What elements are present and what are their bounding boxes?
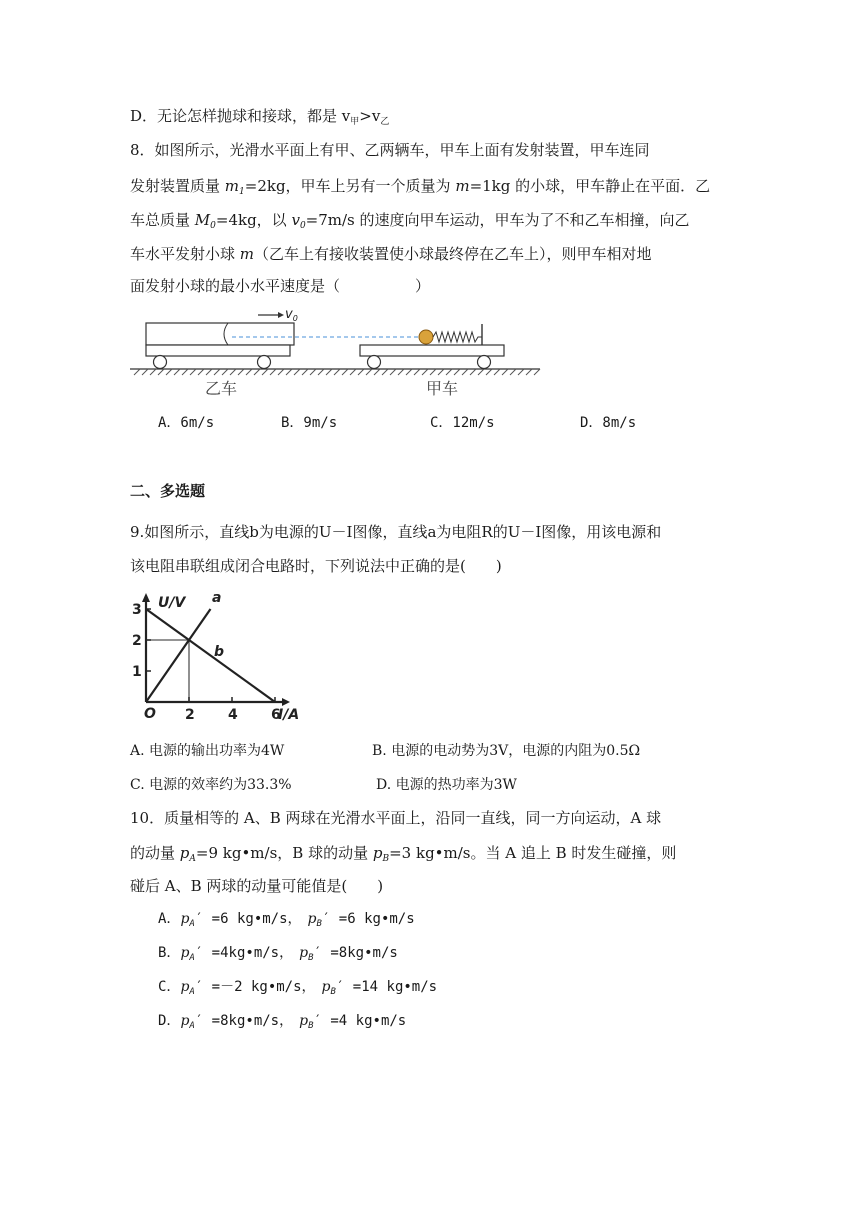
x-tick-label: 4 bbox=[228, 707, 238, 723]
cart-jia-label: 甲车 bbox=[426, 379, 459, 398]
q10-option-part: p bbox=[180, 911, 190, 927]
v0-label: $v_0$ bbox=[285, 307, 298, 323]
q10-option-part: ′ =14 kg•m/s bbox=[335, 979, 438, 995]
q10-pA-sub: A bbox=[189, 854, 196, 864]
q8-m1: m bbox=[224, 177, 240, 195]
q8-text: 车水平发射小球 bbox=[130, 245, 240, 263]
q8-text: =7m/s 的速度向甲车运动，甲车为了不和乙车相撞，向乙 bbox=[305, 211, 690, 229]
q10-option-part: B bbox=[316, 919, 322, 929]
q10-option-part: A bbox=[189, 1021, 195, 1031]
line-a bbox=[146, 609, 211, 702]
q10-option-part: B bbox=[330, 987, 336, 997]
line-b bbox=[146, 609, 275, 702]
q10-line-1: 10．质量相等的 A、B 两球在光滑水平面上，沿同一直线，同一方向运动，A 球 bbox=[130, 809, 662, 827]
q8-v0-sub: 0 bbox=[299, 221, 306, 231]
x-tick-label: 2 bbox=[185, 707, 195, 723]
cart-jia-body bbox=[360, 345, 504, 356]
q7-option-d bbox=[130, 106, 389, 132]
y-tick-label: 2 bbox=[132, 633, 142, 649]
q10-option-part: p bbox=[180, 1013, 190, 1029]
q8-option-a: A．6m/s bbox=[158, 415, 215, 431]
line-b-label: b bbox=[214, 644, 225, 660]
q10-option-part: D． bbox=[158, 1013, 181, 1029]
q10-option-part: p bbox=[321, 979, 331, 995]
q9-line-1: 9.如图所示，直线b为电源的U－I图像，直线a为电阻R的U－I图像，用该电源和 bbox=[130, 523, 662, 541]
q10-option-part: p bbox=[307, 911, 317, 927]
q10-option-part: p bbox=[299, 945, 309, 961]
q10-option-part: ′ =4 kg•m/s bbox=[313, 1013, 407, 1029]
q10-pB-sub: B bbox=[382, 854, 390, 864]
cart-yi-body bbox=[146, 345, 290, 356]
line-a-label: a bbox=[212, 590, 222, 606]
q10-option-a bbox=[158, 908, 415, 929]
q10-line-2 bbox=[130, 843, 676, 869]
q10-option-b bbox=[158, 942, 398, 963]
cart-jia-wheel-left bbox=[368, 356, 381, 369]
q8-M0-sub: 0 bbox=[210, 221, 216, 231]
q10-option-part: ′ =－2 kg•m/s， bbox=[194, 979, 316, 995]
velocity-arrowhead bbox=[278, 312, 284, 318]
q10-line-3: 碰后 A、B 两球的动量可能值是( ) bbox=[130, 877, 384, 895]
q8-line-4 bbox=[130, 244, 652, 264]
cart-yi-wheel-right bbox=[258, 356, 271, 369]
q10-option-part: B bbox=[308, 953, 314, 963]
q7-gt: >v bbox=[359, 107, 381, 125]
q10-option-part: C． bbox=[158, 979, 181, 995]
q10-pA: p bbox=[179, 844, 190, 862]
q10-option-part: A． bbox=[158, 911, 181, 927]
q9-option-c: C. 电源的效率约为33.3% bbox=[130, 777, 292, 793]
q8-line-5: 面发射小球的最小水平速度是（ ） bbox=[130, 277, 431, 295]
section-heading-multi-choice: 二、多选题 bbox=[130, 482, 206, 500]
q10-option-part: ′ =8kg•m/s， bbox=[194, 1013, 294, 1029]
subscript-yi: 乙 bbox=[380, 117, 390, 127]
q8-v0: v bbox=[291, 211, 300, 229]
q10-option-part: ′ =4kg•m/s， bbox=[194, 945, 294, 961]
y-tick-label: 1 bbox=[132, 664, 142, 680]
q10-option-part: ′ =8kg•m/s bbox=[313, 945, 398, 961]
q10-option-part: ′ =6 kg•m/s bbox=[321, 911, 415, 927]
q8-line-3 bbox=[130, 210, 690, 236]
q8-option-d: D．8m/s bbox=[580, 415, 637, 431]
q8-m2: m bbox=[239, 245, 255, 263]
q8-text: =2kg，甲车上另有一个质量为 bbox=[244, 177, 456, 195]
x-axis-label: I/A bbox=[278, 707, 300, 723]
q8-line-1: 8．如图所示，光滑水平面上有甲、乙两辆车，甲车上面有发射装置，甲车连同 bbox=[130, 141, 650, 159]
q8-M0: M bbox=[194, 211, 211, 229]
small-ball bbox=[419, 330, 433, 344]
y-tick-label: 3 bbox=[132, 602, 142, 618]
q9-ui-graph bbox=[130, 590, 310, 726]
x-tick-label: 6 bbox=[271, 707, 281, 723]
q10-option-part: A bbox=[189, 919, 195, 929]
q10-option-part: p bbox=[299, 1013, 309, 1029]
q8-m1-sub: 1 bbox=[239, 187, 245, 197]
y-axis-arrow bbox=[142, 593, 150, 602]
cart-yi-wheel-left bbox=[154, 356, 167, 369]
subscript-jia: 甲 bbox=[350, 117, 360, 127]
q9-line-2: 该电阻串联组成闭合电路时，下列说法中正确的是( ) bbox=[130, 557, 502, 575]
q8-line-2 bbox=[130, 176, 710, 202]
ground-hatching bbox=[134, 369, 540, 375]
q10-text: 的动量 bbox=[130, 844, 180, 862]
q8-text: 发射装置质量 bbox=[130, 177, 225, 195]
q8-m: m bbox=[455, 177, 470, 195]
q10-option-part: ′ =6 kg•m/s， bbox=[194, 911, 302, 927]
x-axis-arrow bbox=[282, 698, 290, 706]
q10-option-d bbox=[158, 1010, 406, 1031]
q8-option-c: C．12m/s bbox=[430, 415, 495, 431]
q10-option-c bbox=[158, 976, 437, 997]
q9-option-d: D. 电源的热功率为3W bbox=[376, 777, 517, 793]
cart-yi-label: 乙车 bbox=[205, 379, 238, 398]
q10-text: =3 kg•m/s。当 A 追上 B 时发生碰撞，则 bbox=[389, 844, 677, 862]
q8-text: （乙车上有接收装置使小球最终停在乙车上），则甲车相对地 bbox=[254, 245, 652, 263]
q8-text: =1kg 的小球，甲车静止在平面．乙 bbox=[469, 177, 711, 195]
q10-option-part: A bbox=[189, 987, 195, 997]
y-axis-label: U/V bbox=[158, 595, 186, 611]
q10-option-part: p bbox=[180, 979, 190, 995]
q8-text: =4kg，以 bbox=[215, 211, 292, 229]
q8-option-b: B．9m/s bbox=[281, 415, 338, 431]
q10-pB: p bbox=[372, 844, 383, 862]
q10-option-part: p bbox=[180, 945, 190, 961]
origin-label: O bbox=[144, 706, 156, 722]
q8-carts-figure bbox=[128, 300, 548, 400]
q10-option-part: B bbox=[308, 1021, 314, 1031]
q10-option-part: B． bbox=[158, 945, 181, 961]
q9-option-a: A. 电源的输出功率为4W bbox=[130, 743, 285, 759]
cart-jia-wheel-right bbox=[478, 356, 491, 369]
q8-text: 车总质量 bbox=[130, 211, 195, 229]
q7-option-d-text: D．无论怎样抛球和接球，都是 v bbox=[130, 107, 351, 125]
q10-option-part: A bbox=[189, 953, 195, 963]
cart-yi-launcher-box bbox=[146, 323, 294, 345]
q10-text: =9 kg•m/s，B 球的动量 bbox=[195, 844, 373, 862]
spring bbox=[433, 332, 482, 342]
q9-option-b: B. 电源的电动势为3V，电源的内阻为0.5Ω bbox=[372, 743, 641, 759]
